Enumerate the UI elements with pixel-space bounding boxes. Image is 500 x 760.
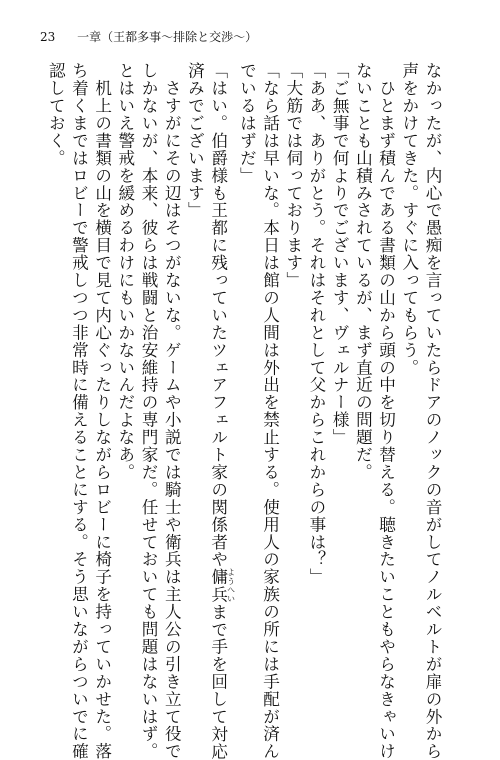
text-line: とはいえ警戒を緩めるわけにもいかないんだよなあ。 (115, 62, 135, 481)
text-line: 「はい。伯爵様も王都に残っていたツェアフェルト家の関係者や傭兵 ようへいまで手を回して対応 (208, 62, 236, 760)
text-line: 「ああ、ありがとう。それはそれとして父からこれからの事は？」 (306, 62, 326, 586)
text-line: 認しておく。 (46, 62, 66, 167)
text-line: さすがにその辺はそつがないな。ゲームや小説では騎士や衛兵は主人公の引き立て役で (162, 62, 182, 760)
chapter-title: 一章（王都多事〜排除と交渉〜） (77, 30, 258, 44)
text-line: しかないが、本来、彼らは戦闘と治安維持の専門家だ。任せておいても問題はないはず。 (139, 62, 159, 760)
vertical-body-text (46, 62, 444, 760)
text-line: 机上の書類の山を横目で見て内心ぐったりしながらロビーに椅子を持っていかせた。落 (92, 62, 112, 760)
text-line: なかったが、内心で愚痴を言っていたらドアのノックの音がしてノルベルトが扉の外から (423, 62, 442, 760)
text-line: ち着くまではロビーで警戒しつつ非常時に備えることにする。そう思いながらついでに確 (69, 62, 89, 760)
text-line-with-ruby (206, 62, 236, 760)
running-header (40, 30, 257, 44)
text-line: 「大筋では伺っております」 (283, 62, 303, 289)
text-line: ひとまず積んである書類の山から頭の中を切り替える。聴きたいこともやらなきゃいけ (376, 62, 396, 760)
text-line: 「ご無事で何よりでございます、ヴェルナー様」 (330, 62, 350, 446)
text-line: 声をかけてきた。すぐに入ってもらう。 (399, 62, 419, 377)
text-line: でいるはずだ」 (237, 62, 257, 185)
page-number: 23 (40, 30, 56, 44)
text-line: ないことも山積みされているが、まず直近の問題だ。 (353, 62, 373, 481)
text-line: 済みでございます」 (185, 62, 205, 220)
furigana-word: 傭兵 ようへい (208, 567, 236, 604)
text-line: 「なら話は早いな。本日は館の人間は外出を禁止する。使用人の家族の所には手配が済ん (260, 62, 280, 760)
furigana-reading: ようへい (226, 567, 236, 604)
